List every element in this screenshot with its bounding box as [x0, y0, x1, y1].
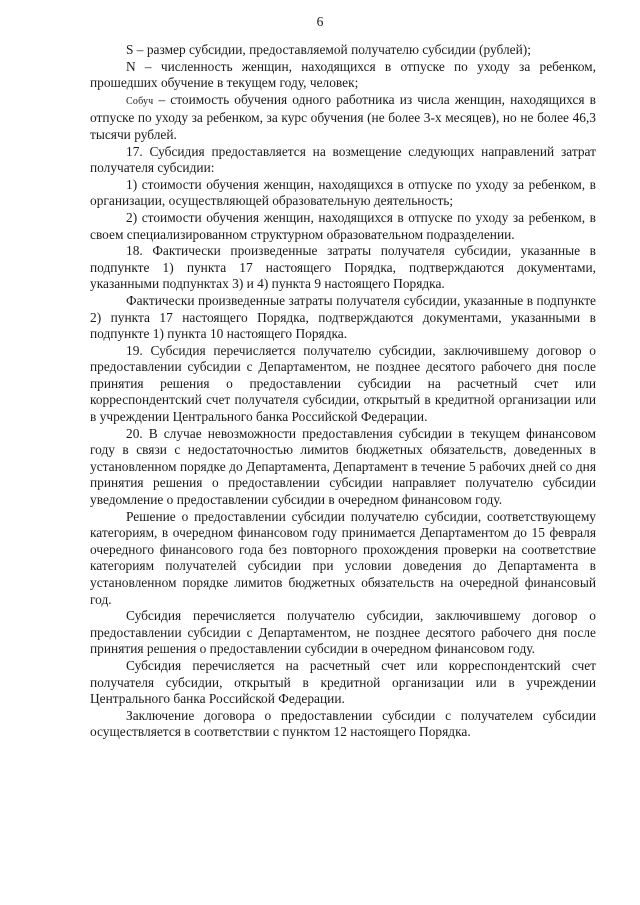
- paragraph-19: 19. Субсидия перечисляется получателю субсидии, заключившему договор о предоставлении субсидии с Департаментом, не позднее десятого рабочего дня после принятия решения о предоставлении субсидии на расчетный счет или корреспондентский счет получателя субсидии, открытый в кредитной организации или в учреждении Центрального банка Российской Федерации.: [90, 342, 596, 425]
- paragraph-training-cost: [90, 92, 596, 144]
- training-cost-definition: – стоимость обучения одного работника из числа женщин, находящихся в отпуске по уходу за ребенком, за курс обучения (не более 3-х месяцев), но не более 46,3 тысячи рублей.: [90, 91, 596, 142]
- paragraph-20-account: Субсидия перечисляется на расчетный счет или корреспондентский счет получателя субсидии, открытый в кредитной организации или в учреждении Центрального банка Российской Федерации.: [90, 657, 596, 707]
- paragraph-17-item-2: 2) стоимости обучения женщин, находящихся в отпуске по уходу за ребенком, в своем специализированном структурном образовательном подразделении.: [90, 209, 596, 242]
- training-cost-variable: Собуч: [126, 95, 154, 107]
- paragraph-women-count: N – численность женщин, находящихся в отпуске по уходу за ребенком, прошедших обучение в текущем году, человек;: [90, 58, 596, 91]
- paragraph-18-second: Фактически произведенные затраты получателя субсидии, указанные в подпункте 2) пункта 17 настоящего Порядка, подтверждаются документами, указанными в подпункте 1) пункта 10 настоящего Порядка.: [90, 292, 596, 342]
- paragraph-subsidy-size: S – размер субсидии, предоставляемой получателю субсидии (рублей);: [126, 42, 531, 57]
- paragraph-20-transfer: Субсидия перечисляется получателю субсидии, заключившему договор о предоставлении субсидии с Департаментом, не позднее десятого рабочего дня после принятия решения о предоставлении субсидии в очередном финансовом году.: [90, 608, 596, 657]
- paragraph-17: 17. Субсидия предоставляется на возмещение следующих направлений затрат получателя субсидии:: [90, 143, 596, 176]
- paragraph-20-agreement: Заключение договора о предоставлении субсидии с получателем субсидии осуществляется в соответствии с пунктом 12 настоящего Порядка.: [90, 707, 596, 740]
- document-body: [90, 42, 596, 741]
- page-number: 6: [316, 14, 324, 29]
- paragraph-20: 20. В случае невозможности предоставления субсидии в текущем финансовом году в связи с недостаточностью лимитов бюджетных обязательств, доведенных в установленном порядке до Департамента, Департамент в течение 5 рабочих дней со дня принятия решения о предоставлении субсидии направляет получателю субсидии уведомление о предоставлении субсидии в очередном финансовом году.: [90, 425, 596, 508]
- paragraph-20-decision: Решение о предоставлении субсидии получателю субсидии, соответствующему категориям, в очередном финансовом году принимается Департаментом до 15 февраля очередного финансового года без повторного прохождения проверки на соответствие категориям получателей субсидии при условии доведения до Департамента в установленном порядке лимитов бюджетных обязательств на очередной финансовый год.: [90, 508, 596, 607]
- paragraph-18: 18. Фактически произведенные затраты получателя субсидии, указанные в подпункте 1) пункта 17 настоящего Порядка, подтверждаются документами, указанными подпунктах 3) и 4) пункта 9 настоящего Порядка.: [90, 243, 596, 292]
- paragraph-17-item-1: 1) стоимости обучения женщин, находящихся в отпуске по уходу за ребенком, в организации, осуществляющей образовательную деятельность;: [90, 176, 596, 209]
